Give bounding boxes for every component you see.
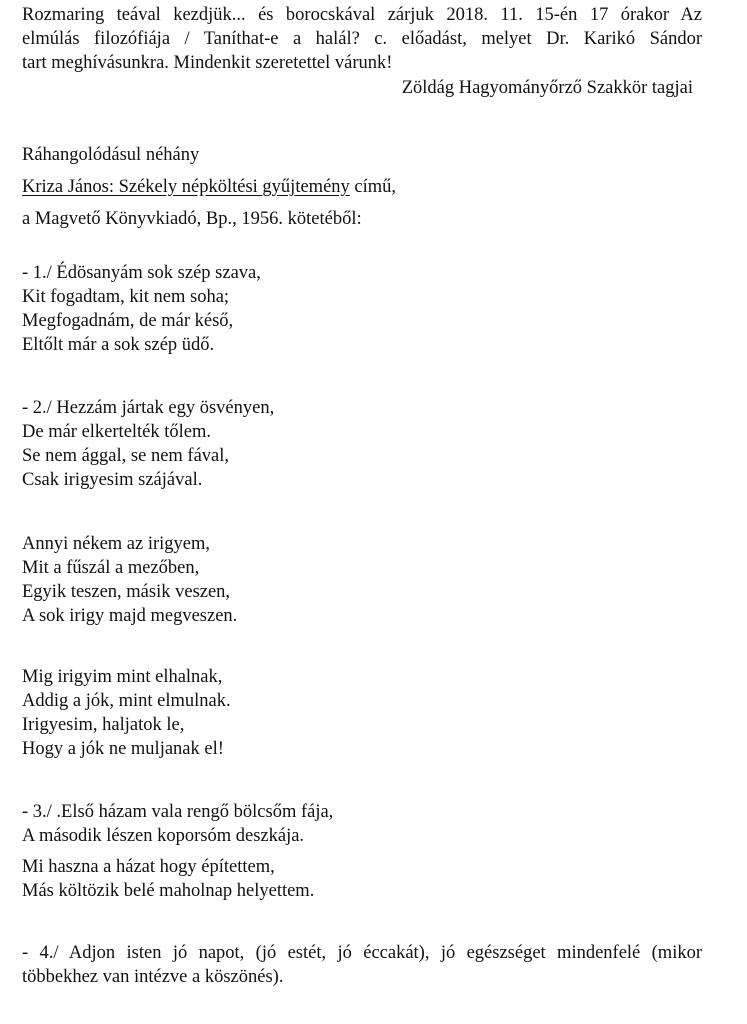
poem-1-line-1: - 1./ Édösanyám sok szép szava, [22,263,261,283]
source-line-2 [22,178,396,197]
poem-2-line-3: Se nem ággal, se nem fával, [22,446,230,466]
poem-2-line-4: Csak irigyesim szájával. [22,470,203,490]
intro-line-3: tart meghívásunkra. Mindenkit szeretettel várunk! [22,53,393,73]
poem-5-line-3: Mi haszna a házat hogy építettem, [22,857,275,877]
poem-2-line-2: De már elkertelték tőlem. [22,422,212,442]
poem-4-line-1: Mig irigyim mint elhalnak, [22,667,223,687]
poem-5-line-1: - 3./ .Első házam vala rengő bölcsőm fája, [22,802,334,822]
poem-1-line-3: Megfogadnám, de már késő, [22,311,234,331]
book-title-link: Kriza János: Székely népköltési gyűjtemény [22,177,350,197]
poem-3-line-4: A sok irigy majd megveszen. [22,606,238,626]
signature: Zöldág Hagyományőrző Szakkör tagjai [401,78,693,98]
source-line-2-suffix: című, [349,177,397,197]
intro-line-2: elmúlás filozófiája / Taníthat-e a halál? c. előadást, melyet Dr. Karikó Sándor [22,29,702,49]
intro-line-1: Rozmaring teával kezdjük... és borocskával zárjuk 2018. 11. 15-én 17 órakor Az [22,5,702,25]
poem-4-line-4: Hogy a jók ne muljanak el! [22,739,224,759]
poem-5-line-4: Más költözik belé maholnap helyettem. [22,881,315,901]
poem-4-line-3: Irigyesim, haljatok le, [22,715,185,735]
poem-1-line-2: Kit fogadtam, kit nem soha; [22,287,230,307]
poem-3-line-1: Annyi nékem az irigyem, [22,534,211,554]
poem-1-line-4: Eltőlt már a sok szép üdő. [22,335,215,355]
item-4-line-1: - 4./ Adjon isten jó napot, (jó estét, jó éccakát), jó egészséget mindenfelé (mikor [22,943,702,963]
poem-4-line-2: Addig a jók, mint elmulnak. [22,691,231,711]
source-line-3: a Magvető Könyvkiadó, Bp., 1956. kötetéből: [22,209,362,229]
poem-3-line-2: Mit a fűszál a mezőben, [22,558,200,578]
source-line-1: Ráhangolódásul néhány [22,145,200,165]
poem-5-line-2: A második lészen koporsóm deszkája. [22,826,305,846]
poem-3-line-3: Egyik teszen, másik veszen, [22,582,231,602]
item-4-line-2: többekhez van intézve a köszönés). [22,967,284,987]
poem-2-line-1: - 2./ Hezzám jártak egy ösvényen, [22,398,275,418]
